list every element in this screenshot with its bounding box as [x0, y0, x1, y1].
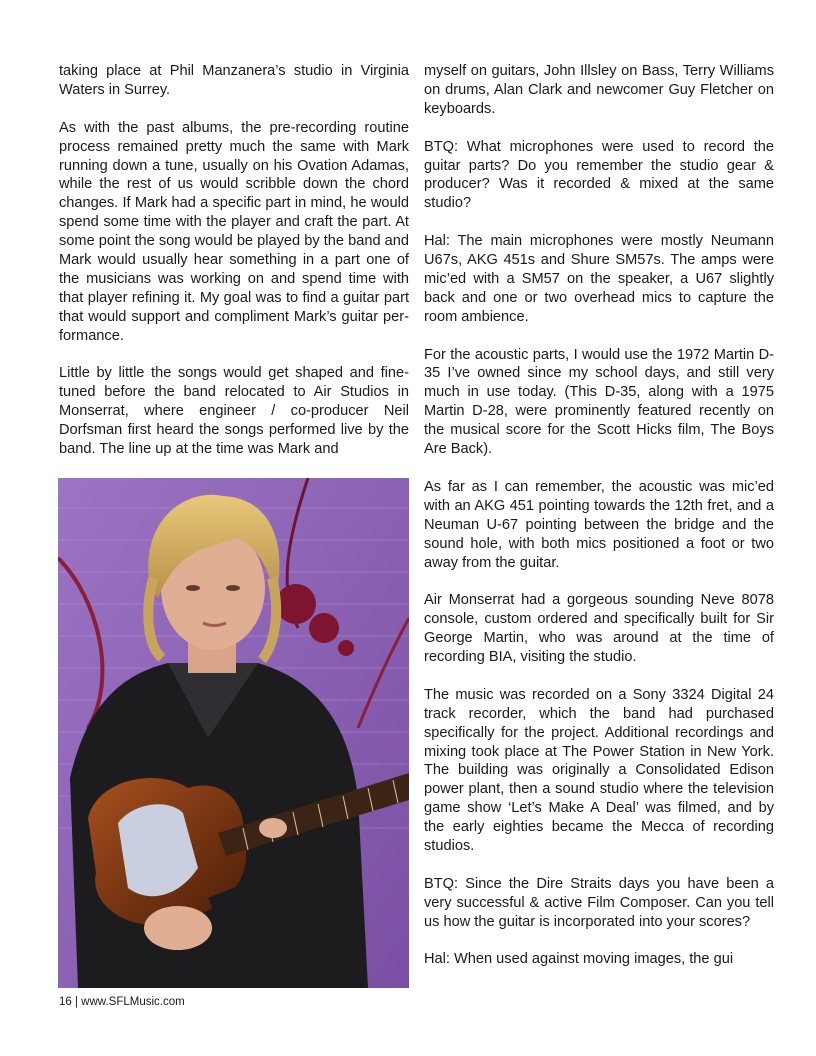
paragraph: Air Monserrat had a gorgeous sounding Neve 8078 console, custom ordered and specifically built for Sir George Martin, who was around at the time of recording BIA, visiting the studio.	[424, 592, 774, 666]
paragraph: For the acoustic parts, I would use the 1972 Martin D-35 I’ve owned since my school days, and still very much in use today. (This D-35, along with a 1975 Martin D-28, were prominently featured recently on the musical score for the Scott Hicks film, The Boys Are Back).	[424, 346, 774, 458]
paragraph: Hal: When used against moving images, the gui	[424, 951, 734, 968]
paragraph: myself on guitars, John Illsley on Bass, Terry Williams on drums, Alan Clark and newcomer Guy Fletcher on keyboards.	[424, 63, 774, 117]
photo-illustration	[58, 478, 409, 988]
right-column	[424, 62, 774, 988]
left-column	[59, 62, 409, 478]
guitarist-photo	[58, 478, 409, 988]
paragraph: Little by little the songs would get shaped and fine-tuned before the band relocated to Air Studios in Monserrat, where engineer / co-producer Neil Dorfsman first heard the songs performed live by the band. The line up at the time was Mark and	[59, 365, 409, 458]
paragraph: As with the past albums, the pre-recording routine process remained pretty much the same with Mark running down a tune, usually on his Ovation Adamas, while the rest of us would scribble down the chord changes. If Mark had a specific part in mind, he would spend some time with the player and craft the part. At some point the song would be played by the band and Mark would usually hear something in a part one of the musicians was working on and spend time with that player refining it. My goal was to find a guitar part that would support and compliment Mark’s guitar performance.	[59, 119, 409, 344]
paragraph: BTQ: What microphones were used to record the guitar parts? Do you remember the studio gear & producer? Was it recorded & mixed at the same studio?	[424, 138, 774, 212]
page-footer: 16 | www.SFLMusic.com	[59, 996, 185, 1008]
paragraph: The music was recorded on a Sony 3324 Digital 24 track recorder, which the band had purchased specifically for the project. Additional recordings and mixing took place at The Power Station in New York. The building was originally a Consolidated Edison power plant, then a sound studio where the television game show ‘Let’s Make A Deal’ was filmed, and by the early eighties became the Mecca of recording studios.	[424, 686, 774, 855]
paragraph: As far as I can remember, the acoustic was mic’ed with an AKG 451 pointing towards the 12th fret, and a Neuman U-67 pointing between the bridge and the sound hole, with both mics positioned a foot or two away from the guitar.	[424, 478, 774, 571]
paragraph: BTQ: Since the Dire Straits days you have been a very successful & active Film Composer. Can you tell us how the guitar is incorporated into your scores?	[424, 875, 774, 930]
paragraph: Hal: The main microphones were mostly Neumann U67s, AKG 451s and Shure SM57s. The amps were mic’ed with a SM57 on the speaker, a U67 slightly back and one or two overhead mics to capture the room ambience.	[424, 233, 774, 325]
paragraph: taking place at Phil Manzanera’s studio in Virginia Waters in Surrey.	[59, 63, 409, 98]
